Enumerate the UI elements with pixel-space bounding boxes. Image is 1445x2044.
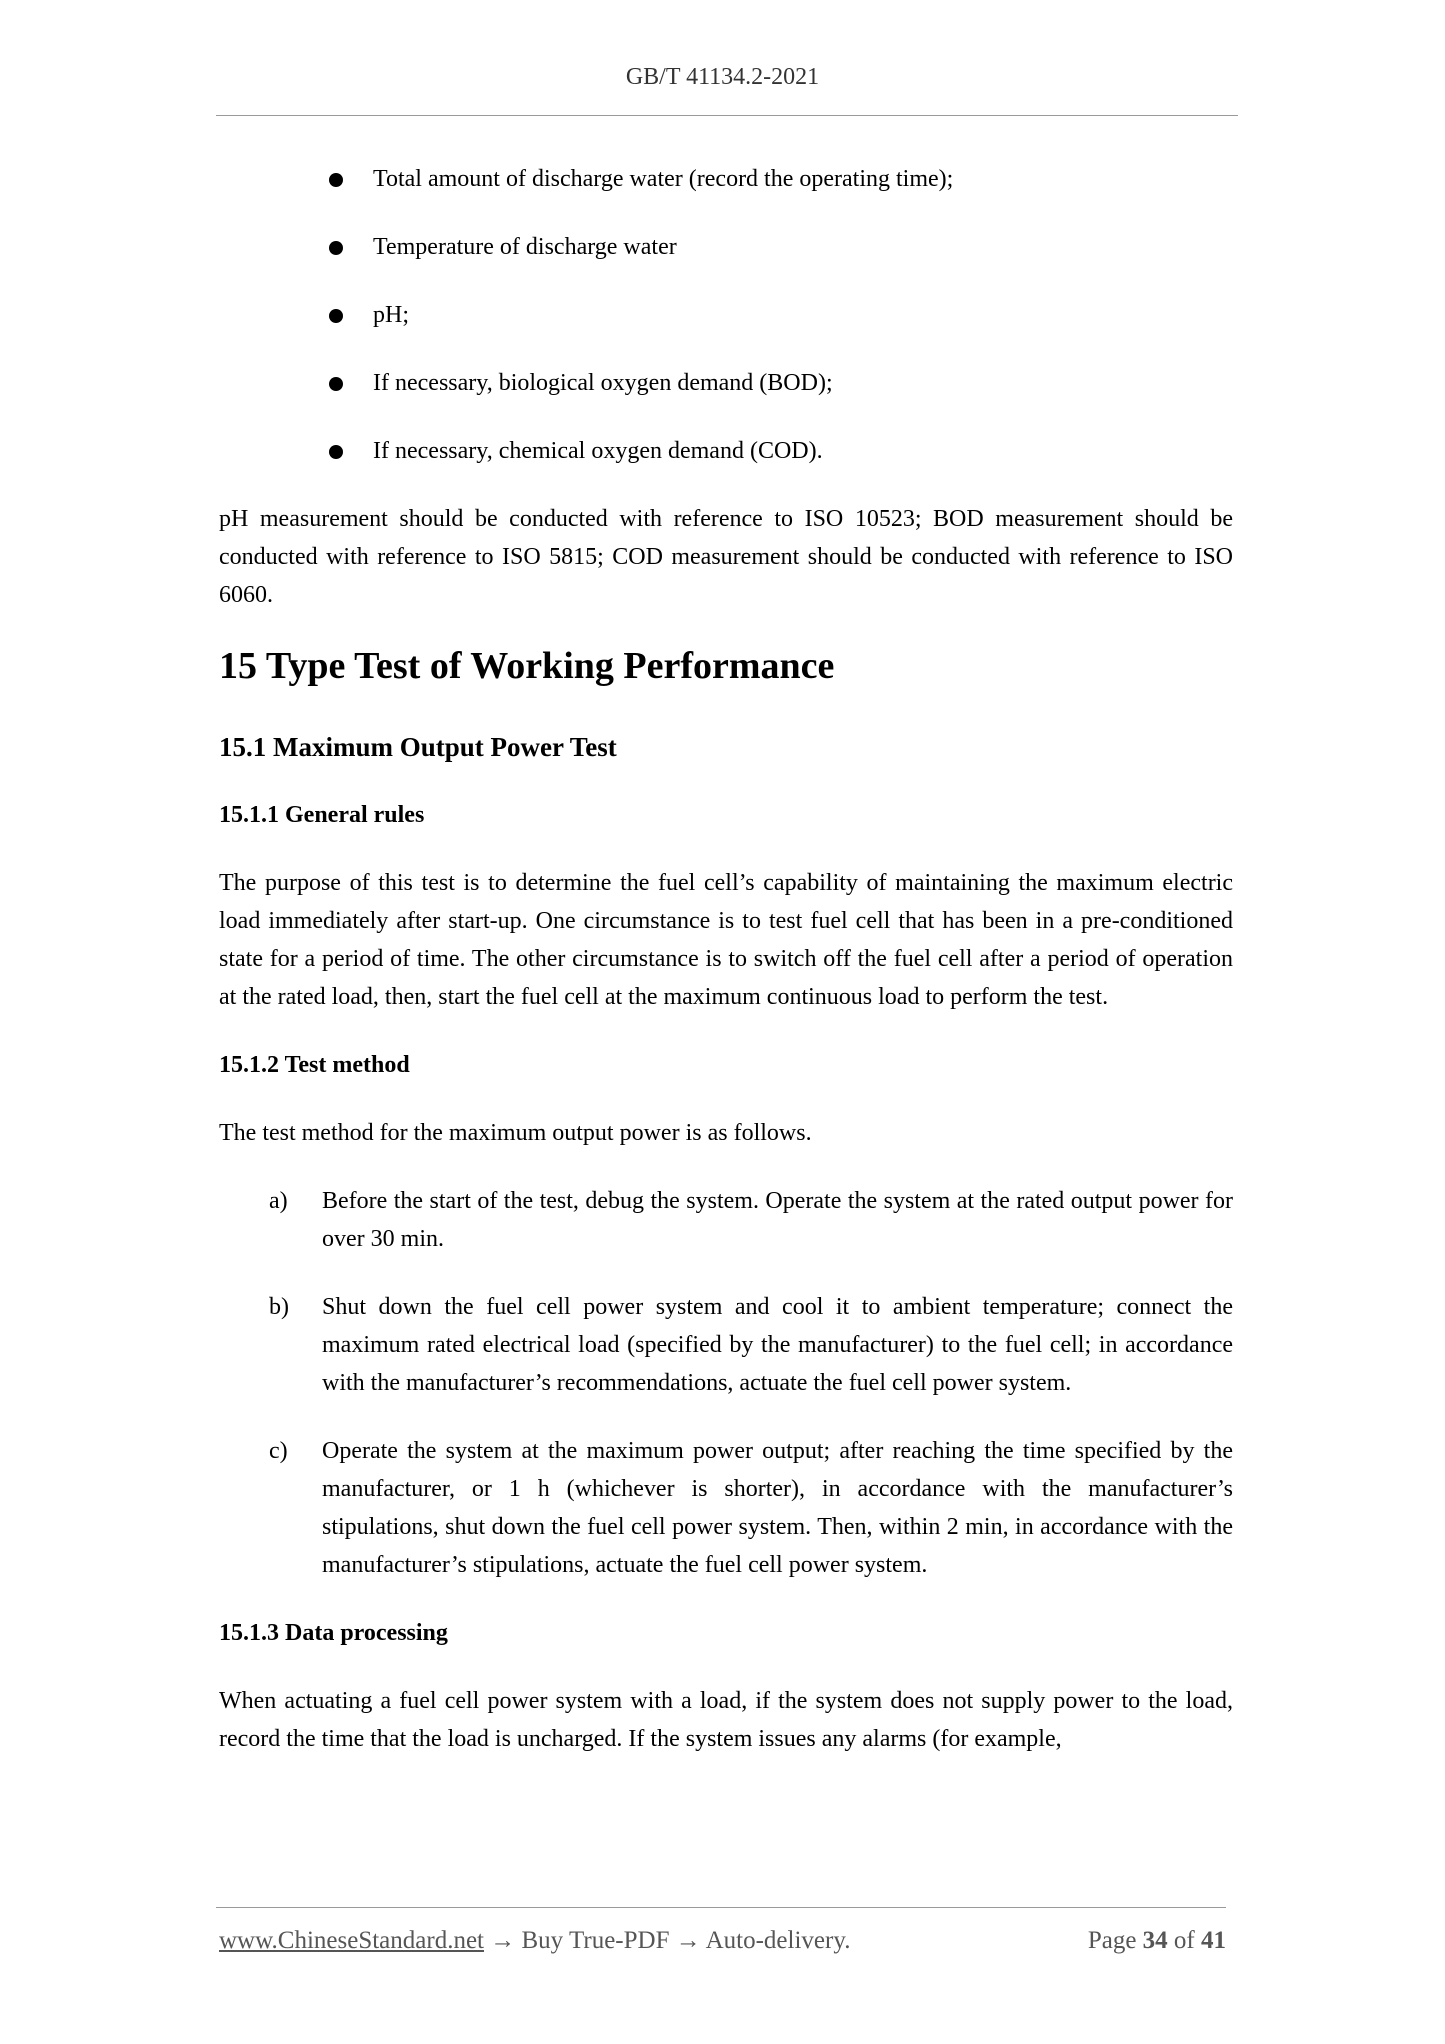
- test-method-heading: 15.1.2 Test method: [219, 1052, 410, 1078]
- bullet-icon: [329, 377, 343, 391]
- page-total: 41: [1201, 1927, 1226, 1954]
- buy-text: Buy True-PDF: [521, 1927, 670, 1954]
- footer-divider: [216, 1907, 1226, 1908]
- arrow-right-icon: →: [490, 1927, 516, 1954]
- bullet-icon: [329, 241, 343, 255]
- header-divider: [216, 115, 1238, 116]
- page-header: GB/T 41134.2-2021: [625, 64, 820, 90]
- website-link[interactable]: www.ChineseStandard.net: [219, 1927, 484, 1954]
- bullet-text: Temperature of discharge water: [373, 234, 677, 260]
- step-text: Shut down the fuel cell power system and cool it to ambient temperature; connect the maximum rated electrical load (specified by the manufacturer) to the fuel cell; in accordance with the manufacturer’s recommendations, actuate the fuel cell power system.: [322, 1294, 1233, 1396]
- step-marker: b): [269, 1294, 289, 1320]
- test-method-intro: The test method for the maximum output power is as follows.: [219, 1120, 812, 1146]
- bullet-item: [219, 364, 1233, 402]
- data-processing-text: When actuating a fuel cell power system with a load, if the system does not supply power to the load, record the time that the load is uncharged. If the system issues any alarms (for example,: [219, 1688, 1233, 1752]
- delivery-text: Auto-delivery.: [705, 1927, 851, 1954]
- step-text: Before the start of the test, debug the system. Operate the system at the rated output power for over 30 min.: [322, 1188, 1233, 1252]
- page-footer: [219, 1924, 1226, 1958]
- bullet-text: Total amount of discharge water (record the operating time);: [373, 166, 954, 192]
- data-processing-heading: 15.1.3 Data processing: [219, 1620, 448, 1646]
- general-rules-heading: 15.1.1 General rules: [219, 802, 425, 828]
- bullet-text: If necessary, chemical oxygen demand (COD).: [373, 438, 823, 464]
- step-marker: a): [269, 1188, 288, 1214]
- test-steps-list: [219, 1182, 1233, 1584]
- document-body: [219, 160, 1233, 1758]
- page-current: 34: [1142, 1927, 1168, 1954]
- bullet-item: [219, 160, 1233, 198]
- step-text: Operate the system at the maximum power output; after reaching the time specified by the manufacturer, or 1 h (whichever is shorter), in accordance with the manufacturer’s stipulations, shut down the fuel cell power system. Then, within 2 min, in accordance with the manufacturer’s stipulations, actuate the fuel cell power system.: [322, 1438, 1233, 1578]
- arrow-right-icon: →: [675, 1927, 701, 1954]
- test-step: [219, 1432, 1233, 1584]
- general-rules-text: The purpose of this test is to determine the fuel cell’s capability of maintaining the maximum electric load immediately after start-up. One circumstance is to test fuel cell that has been in a pre-conditioned state for a period of time. The other circumstance is to switch off the fuel cell after a period of operation at the rated load, then, start the fuel cell at the maximum continuous load to perform the test.: [219, 870, 1233, 1010]
- test-step: [219, 1288, 1233, 1402]
- test-step: [219, 1182, 1233, 1258]
- bullet-item: [219, 432, 1233, 470]
- bullet-item: [219, 296, 1233, 334]
- bullet-icon: [329, 309, 343, 323]
- bullet-icon: [329, 445, 343, 459]
- bullet-text: If necessary, biological oxygen demand (BOD);: [373, 370, 833, 396]
- bullet-item: [219, 228, 1233, 266]
- bullet-icon: [329, 173, 343, 187]
- intro-paragraph: pH measurement should be conducted with reference to ISO 10523; BOD measurement should be conducted with reference to ISO 5815; COD measurement should be conducted with reference to ISO 6060.: [219, 506, 1233, 608]
- bullet-list: [219, 160, 1233, 470]
- section-title: 15 Type Test of Working Performance: [219, 645, 835, 687]
- page-counter: [1088, 1924, 1226, 1958]
- page-label: Page: [1087, 1927, 1137, 1954]
- subsection-title: 15.1 Maximum Output Power Test: [219, 732, 617, 762]
- bullet-text: pH;: [373, 302, 409, 328]
- page-of: of: [1173, 1927, 1195, 1954]
- step-marker: c): [269, 1438, 288, 1464]
